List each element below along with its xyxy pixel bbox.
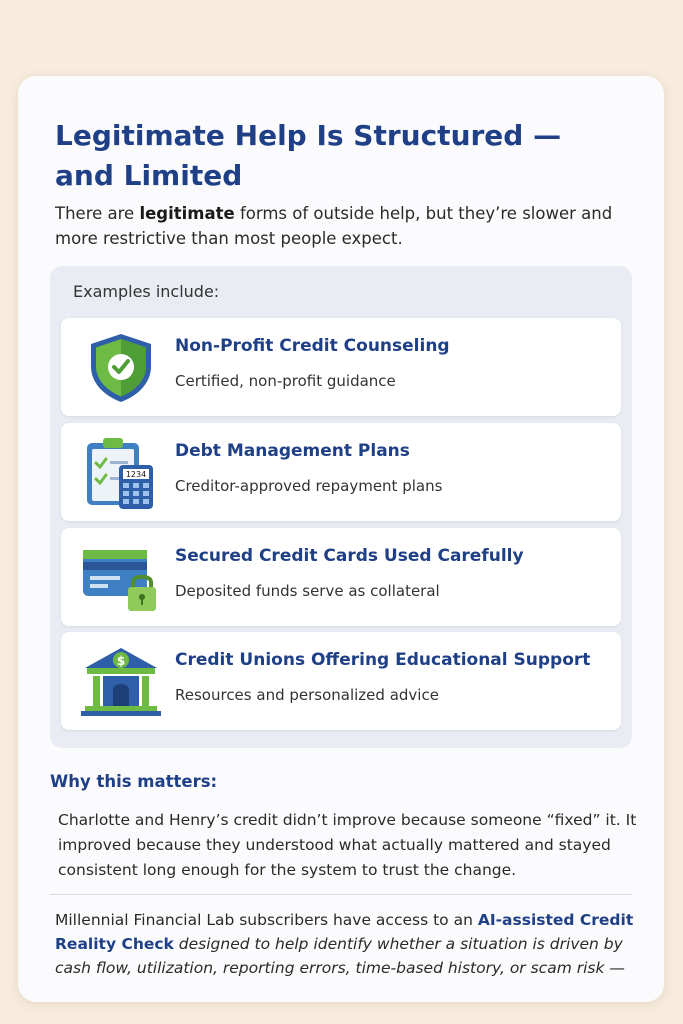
svg-text:$: $ — [116, 654, 126, 668]
page-title: Legitimate Help Is Structured — and Limited — [55, 119, 562, 192]
intro-bold: legitimate — [139, 204, 235, 223]
lab-text-end: designed to help identify whether a situation is driven by cash flow, utilization, reporting errors, time-based history, or scam risk — — [55, 935, 625, 977]
item-title: Credit Unions Offering Educational Support — [175, 650, 591, 670]
example-item-credit-unions — [61, 632, 621, 730]
credit-reality-check-highlight: AI-assisted Credit Reality Check — [55, 911, 634, 953]
intro-text-end: forms of outside help, but they’re slower and more restrictive than most people expect. — [55, 204, 613, 248]
example-item-credit-counseling — [61, 318, 621, 416]
examples-label: Examples include: — [73, 282, 220, 301]
item-description: Creditor-approved repayment plans — [175, 477, 443, 495]
item-title: Debt Management Plans — [175, 441, 410, 461]
examples-panel — [50, 266, 632, 748]
lab-paragraph — [55, 908, 640, 980]
item-title: Secured Credit Cards Used Carefully — [175, 546, 524, 566]
calculator-display: 1234 — [125, 470, 147, 479]
why-heading: Why this matters: — [50, 772, 218, 791]
intro-text-start: There are — [55, 204, 140, 223]
shield-check-icon — [81, 330, 161, 406]
item-description: Deposited funds serve as collateral — [175, 582, 440, 600]
example-item-debt-management — [61, 423, 621, 521]
item-description: Certified, non-profit guidance — [175, 372, 396, 390]
credit-card-lock-icon — [81, 540, 161, 616]
divider — [50, 894, 632, 895]
content-card — [18, 76, 664, 1002]
clipboard-calculator-icon — [81, 435, 161, 511]
lab-text-start: Millennial Financial Lab subscribers have access to an — [55, 911, 478, 929]
item-title: Non-Profit Credit Counseling — [175, 336, 450, 356]
example-item-secured-cards — [61, 528, 621, 626]
bank-building-icon — [81, 644, 161, 720]
intro-paragraph — [55, 201, 635, 251]
why-paragraph: Charlotte and Henry’s credit didn’t improve because someone “fixed” it. It improved because they understood what actually mattered and stayed consistent long enough for the system to trust the change. — [58, 811, 637, 879]
item-description: Resources and personalized advice — [175, 686, 439, 704]
